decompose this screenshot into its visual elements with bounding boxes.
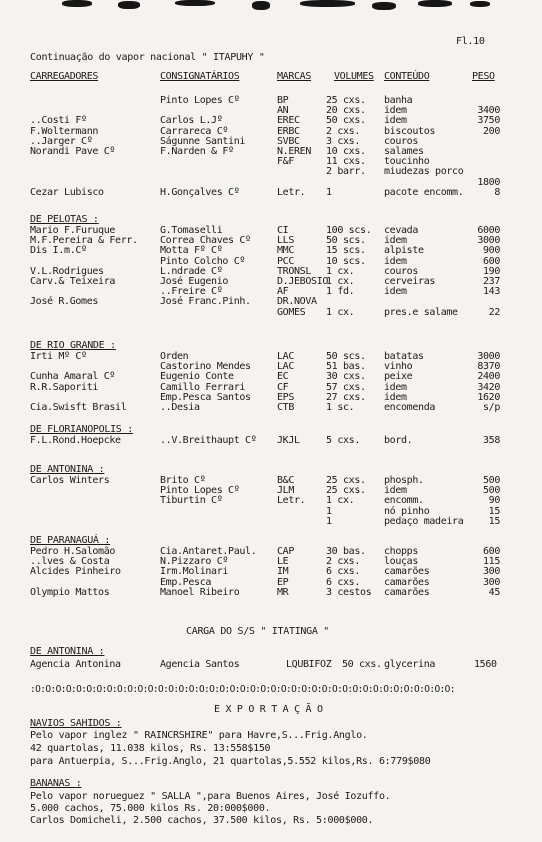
scan-noise: [252, 1, 270, 10]
table-row: [0, 496, 542, 506]
cell-marca: EREC: [277, 115, 300, 126]
scan-noise: [372, 2, 396, 10]
cell-marca: LAC: [277, 361, 295, 372]
cell-conteudo: biscoutos: [384, 126, 436, 137]
cell-consignatario: Eugenio Conte: [160, 371, 234, 382]
itatinga-row: [0, 660, 542, 670]
cell-peso: 15: [488, 506, 500, 517]
cell-marca: PCC: [277, 256, 295, 267]
cell-conteudo: camarões: [384, 577, 430, 588]
cell-marca: MR: [277, 587, 289, 598]
cell-marca: IM: [277, 566, 289, 577]
cell-carregador: Norandi Pave Cº: [30, 146, 116, 157]
cell-volumes: 50 cxs.: [342, 659, 382, 670]
cell-marca: LE: [277, 556, 289, 567]
cell-peso: s/p: [482, 402, 500, 413]
cell-peso: 3420: [477, 382, 500, 393]
cell-consignatario: Orden: [160, 351, 189, 362]
cell-conteudo: idem: [384, 115, 407, 126]
cell-volumes: 25 cxs.: [326, 95, 366, 106]
cell-carregador: Olympio Mattos: [30, 587, 110, 598]
cell-conteudo: camarões: [384, 566, 430, 577]
cell-carregador: Dis I.m.Cº: [30, 245, 87, 256]
col-carregadores: CARREGADORES: [30, 71, 99, 82]
cell-carregador: Cezar Lubisco: [30, 187, 104, 198]
navios-line: 42 quartolas, 11.038 kilos, Rs. 13:558$150: [30, 743, 271, 754]
cell-volumes: 30 cxs.: [326, 371, 366, 382]
cell-volumes: 1 fd.: [326, 286, 355, 297]
cell-marca: CF: [277, 382, 289, 393]
cell-conteudo: louças: [384, 556, 419, 567]
cell-peso: 900: [482, 245, 500, 256]
cell-marca: ERBC: [277, 126, 300, 137]
cell-conteudo: idem: [384, 235, 407, 246]
cell-carregador: José R.Gomes: [30, 296, 99, 307]
section-title: DE PARANAGUÁ :: [30, 535, 111, 546]
cell-peso: 1620: [477, 392, 500, 403]
page-number: Fl.10: [456, 36, 485, 47]
cell-peso: 300: [482, 566, 500, 577]
cell-carregador: Agencia Antonina: [30, 659, 121, 670]
table-row: [0, 436, 542, 446]
cell-peso: 500: [482, 475, 500, 486]
cell-peso: 3000: [477, 235, 500, 246]
cell-marca: AN: [277, 105, 289, 116]
table-row: [0, 486, 542, 496]
cell-conteudo: idem: [384, 382, 407, 393]
table-row: [0, 588, 542, 598]
cell-volumes: 20 cxs.: [326, 105, 366, 116]
col-marcas: MARCAS: [277, 71, 312, 82]
cell-consignatario: Motta Fº Cº: [160, 245, 223, 256]
column-headers: [0, 72, 542, 82]
cell-conteudo: chopps: [384, 546, 419, 557]
cell-marca: MMC: [277, 245, 295, 256]
cell-peso: 115: [482, 556, 500, 567]
cell-marca: BP: [277, 95, 289, 106]
table-row: [0, 188, 542, 198]
bananas-line: 5.000 cachos, 75.000 kilos Rs. 20:000$000.: [30, 803, 271, 814]
cell-consignatario: Cia.Antaret.Paul.: [160, 546, 257, 557]
section-title: DE PELOTAS :: [30, 214, 99, 225]
cell-marca: JKJL: [277, 435, 300, 446]
exportacao-title: E X P O R T A Ç Ã O: [214, 704, 323, 715]
cell-carregador: Carlos Winters: [30, 475, 110, 486]
cell-conteudo: pacote encomm.: [384, 187, 464, 198]
cell-conteudo: salames: [384, 146, 424, 157]
cell-consignatario: Tiburtin Cº: [160, 495, 223, 506]
cell-volumes: 1 cx.: [326, 307, 355, 318]
cell-consignatario: H.Gonçalves Cº: [160, 187, 240, 198]
cell-peso: 15: [488, 516, 500, 527]
table-row: [0, 383, 542, 393]
table-row: [0, 277, 542, 287]
col-conteudo: CONTEÚDO: [384, 71, 430, 82]
cell-volumes: 1: [326, 187, 332, 198]
cell-marca: JLM: [277, 485, 295, 496]
cell-carregador: F.Woltermann: [30, 126, 99, 137]
cell-marca: F&F: [277, 156, 295, 167]
cell-volumes: 1 cx.: [326, 276, 355, 287]
cell-marca: LQUBIFOZ: [286, 659, 332, 670]
cell-peso: 3400: [477, 105, 500, 116]
cell-peso: 45: [488, 587, 500, 598]
cell-carregador: Mario F.Furuque: [30, 225, 116, 236]
cell-conteudo: camarões: [384, 587, 430, 598]
cell-marca: B&C: [277, 475, 295, 486]
cell-volumes: 1 cx.: [326, 266, 355, 277]
section-title: DE ANTONINA :: [30, 464, 105, 475]
table-row: [0, 352, 542, 362]
cell-marca: SVBC: [277, 136, 300, 147]
cell-consignatario: Manoel Ribeiro: [160, 587, 240, 598]
scan-noise: [300, 0, 355, 7]
cell-consignatario: José Eugenio: [160, 276, 229, 287]
scan-noise: [118, 1, 140, 9]
cell-peso: 600: [482, 546, 500, 557]
navios-line: para Antuerpia, S...Frig.Anglo, 21 quartolas,5.552 kilos,Rs. 6:779$080: [30, 756, 431, 767]
cell-peso: 190: [482, 266, 500, 277]
cell-consignatario: N.Pizzaro Cº: [160, 556, 229, 567]
bananas-line: Carlos Domicheli, 2.500 cachos, 37.500 kilos, Rs. 5:000$000.: [30, 815, 374, 826]
cell-conteudo: encomm.: [384, 495, 424, 506]
cell-marca: CTB: [277, 402, 295, 413]
table-row: [0, 167, 542, 177]
cell-marca: CAP: [277, 546, 295, 557]
cell-marca: CI: [277, 225, 289, 236]
cell-carregador: Cunha Amaral Cº: [30, 371, 116, 382]
cell-carregador: M.F.Pereira & Ferr.: [30, 235, 138, 246]
cell-marca: DR.NOVA: [277, 296, 317, 307]
cell-carregador: Irti Mº Cº: [30, 351, 87, 362]
cell-volumes: 6 cxs.: [326, 566, 361, 577]
cell-consignatario: Agencia Santos: [160, 659, 240, 670]
cell-volumes: 10 cxs.: [326, 146, 366, 157]
cell-marca: EC: [277, 371, 289, 382]
cell-conteudo: cerveiras: [384, 276, 436, 287]
cell-consignatario: Emp.Pesca Santos: [160, 392, 251, 403]
cell-conteudo: glycerina: [384, 659, 436, 670]
col-peso: PESO: [472, 71, 495, 82]
table-row: [0, 476, 542, 486]
cell-carregador: V.L.Rodrigues: [30, 266, 104, 277]
cell-conteudo: couros: [384, 266, 419, 277]
cell-conteudo: encomenda: [384, 402, 436, 413]
cell-carregador: R.R.Saporiti: [30, 382, 99, 393]
navios-title: NAVIOS SAHIDOS :: [30, 718, 122, 729]
cell-marca: N.EREN: [277, 146, 312, 157]
cell-volumes: 1 sc.: [326, 402, 355, 413]
cell-carregador: Carv.& Teixeira: [30, 276, 116, 287]
cell-carregador: F.L.Rond.Hoepcke: [30, 435, 121, 446]
cell-conteudo: couros: [384, 136, 419, 147]
cell-consignatario: G.Tomaselli: [160, 225, 223, 236]
cell-consignatario: Pinto Lopes Cº: [160, 95, 240, 106]
cell-volumes: 2 cxs.: [326, 126, 361, 137]
cell-peso: 3750: [477, 115, 500, 126]
page-heading: Continuação do vapor nacional " ITAPUHY ": [30, 52, 265, 63]
table-row: [0, 147, 542, 157]
cell-marca: EPS: [277, 392, 295, 403]
scan-noise: [62, 0, 92, 7]
cell-peso: 8370: [477, 361, 500, 372]
cell-conteudo: pres.e salame: [384, 307, 458, 318]
itatinga-section-title: DE ANTONINA :: [30, 646, 105, 657]
cell-conteudo: batatas: [384, 351, 424, 362]
cell-conteudo: idem: [384, 392, 407, 403]
cell-consignatario: ..Desia: [160, 402, 200, 413]
cell-volumes: 27 cxs.: [326, 392, 366, 403]
cell-carregador: ..Jarger Cº: [30, 136, 93, 147]
scan-noise: [175, 0, 215, 6]
cell-volumes: 6 cxs.: [326, 577, 361, 588]
table-row: [0, 403, 542, 413]
cell-consignatario: Pinto Lopes Cº: [160, 485, 240, 496]
table-row: [0, 116, 542, 126]
cell-consignatario: L.ndrade Cº: [160, 266, 223, 277]
cell-carregador: Alcides Pinheiro: [30, 566, 121, 577]
cell-conteudo: vinho: [384, 361, 413, 372]
cell-peso: 22: [488, 307, 500, 318]
navios-line: Pelo vapor inglez " RAINCRSHIRE" para Havre,S...Frig.Anglo.: [30, 730, 368, 741]
cell-marca: GOMES: [277, 307, 306, 318]
cell-consignatario: Correa Chaves Cº: [160, 235, 251, 246]
cell-conteudo: alpiste: [384, 245, 424, 256]
bananas-line: Pelo vapor norueguez " SALLA ",para Buenos Aires, José Iozuffo.: [30, 791, 391, 802]
cell-peso: 200: [482, 126, 500, 137]
cell-peso: 358: [482, 435, 500, 446]
cell-consignatario: Camillo Ferrari: [160, 382, 246, 393]
cell-volumes: 57 cxs.: [326, 382, 366, 393]
cell-conteudo: cevada: [384, 225, 419, 236]
cell-marca: AF: [277, 286, 289, 297]
table-row: [0, 308, 542, 318]
cell-conteudo: miudezas porco: [384, 166, 464, 177]
cell-volumes: 1: [326, 506, 332, 517]
cell-conteudo: idem: [384, 256, 407, 267]
cell-carregador: Pedro H.Salomão: [30, 546, 116, 557]
cell-peso: 8: [494, 187, 500, 198]
cell-consignatario: Carrareca Cº: [160, 126, 229, 137]
cell-volumes: 3 cestos: [326, 587, 372, 598]
cell-consignatario: Emp.Pesca: [160, 577, 212, 588]
table-row: [0, 567, 542, 577]
cell-volumes: 5 cxs.: [326, 435, 361, 446]
cell-consignatario: Castorino Mendes: [160, 361, 251, 372]
col-volumes: VOLUMES: [334, 71, 374, 82]
cell-marca: LAC: [277, 351, 295, 362]
cell-conteudo: idem: [384, 105, 407, 116]
cell-volumes: 15 scs.: [326, 245, 366, 256]
cell-consignatario: ..V.Breithaupt Cº: [160, 435, 257, 446]
cell-peso: 300: [482, 577, 500, 588]
cell-consignatario: Ságunne Santini: [160, 136, 246, 147]
table-row: [0, 96, 542, 106]
table-row: [0, 246, 542, 256]
section-title: DE FLORIANOPOLIS :: [30, 424, 133, 435]
cell-consignatario: Brito Cº: [160, 475, 206, 486]
cell-marca: Letr.: [277, 495, 306, 506]
cell-conteudo: pedaço madeira: [384, 516, 464, 527]
cell-conteudo: idem: [384, 286, 407, 297]
cell-peso: 1560: [474, 659, 497, 670]
cell-peso: 90: [488, 495, 500, 506]
cell-conteudo: nó pinho: [384, 506, 430, 517]
cell-volumes: 3 cxs.: [326, 136, 361, 147]
cell-marca: EP: [277, 577, 289, 588]
cell-conteudo: toucinho: [384, 156, 430, 167]
bananas-title: BANANAS :: [30, 778, 82, 789]
cell-volumes: 51 bas.: [326, 361, 366, 372]
cell-consignatario: José Franc.Pinh.: [160, 296, 251, 307]
cell-peso: 500: [482, 485, 500, 496]
cell-marca: D.JEBOSIO: [277, 276, 329, 287]
cell-carregador: ..lves & Costa: [30, 556, 110, 567]
cell-volumes: 1 cx.: [326, 495, 355, 506]
cell-peso: 6000: [477, 225, 500, 236]
cell-conteudo: phosph.: [384, 475, 424, 486]
cell-volumes: 50 scs.: [326, 351, 366, 362]
cell-volumes: 100 scs.: [326, 225, 372, 236]
cell-volumes: 1: [326, 516, 332, 527]
scan-noise: [418, 0, 452, 7]
cell-volumes: 2 barr.: [326, 166, 366, 177]
cell-volumes: 50 cxs.: [326, 115, 366, 126]
cell-marca: Letr.: [277, 187, 306, 198]
scan-noise: [470, 1, 490, 7]
cell-consignatario: Pinto Colcho Cº: [160, 256, 246, 267]
cell-volumes: 30 bas.: [326, 546, 366, 557]
cell-marca: LLS: [277, 235, 295, 246]
cell-consignatario: Irm.Molinari: [160, 566, 229, 577]
cell-volumes: 25 cxs.: [326, 485, 366, 496]
cell-conteudo: banha: [384, 95, 413, 106]
cell-volumes: 2 cxs.: [326, 556, 361, 567]
cell-carregador: Cia.Swisft Brasil: [30, 402, 127, 413]
cell-conteudo: bord.: [384, 435, 413, 446]
cell-consignatario: ..Freire Cº: [160, 286, 223, 297]
cell-consignatario: Carlos L.Jº: [160, 115, 223, 126]
table-row: [0, 297, 542, 307]
separator-line: :O:O:O:O:O:O:O:O:O:O:O:O:O:O:O:O:O:O:O:O:O:O:O:O:O:O:O:O:O:O:O:O:O:O:O:O:O:O:O:O:O:: [30, 684, 455, 695]
table-row: [0, 372, 542, 382]
section-title: DE RIO GRANDE :: [30, 340, 116, 351]
cell-volumes: 50 scs.: [326, 235, 366, 246]
cell-volumes: 25 cxs.: [326, 475, 366, 486]
cell-peso: 600: [482, 256, 500, 267]
cell-peso: 2400: [477, 371, 500, 382]
cell-consignatario: F.Narden & Fº: [160, 146, 234, 157]
cell-volumes: 11 cxs.: [326, 156, 366, 167]
cell-volumes: 10 scs.: [326, 256, 366, 267]
cell-peso: 3000: [477, 351, 500, 362]
cell-carregador: ..Costi Fº: [30, 115, 87, 126]
col-consignatarios: CONSIGNATÁRIOS: [160, 71, 240, 82]
cell-marca: TRONSL: [277, 266, 312, 277]
cell-peso: 1800: [477, 177, 500, 188]
cell-peso: 237: [482, 276, 500, 287]
cell-conteudo: idem: [384, 485, 407, 496]
cell-conteudo: peixe: [384, 371, 413, 382]
cell-peso: 143: [482, 286, 500, 297]
table-row: [0, 517, 542, 527]
itatinga-title: CARGA DO S/S " ITATINGA ": [186, 626, 330, 637]
